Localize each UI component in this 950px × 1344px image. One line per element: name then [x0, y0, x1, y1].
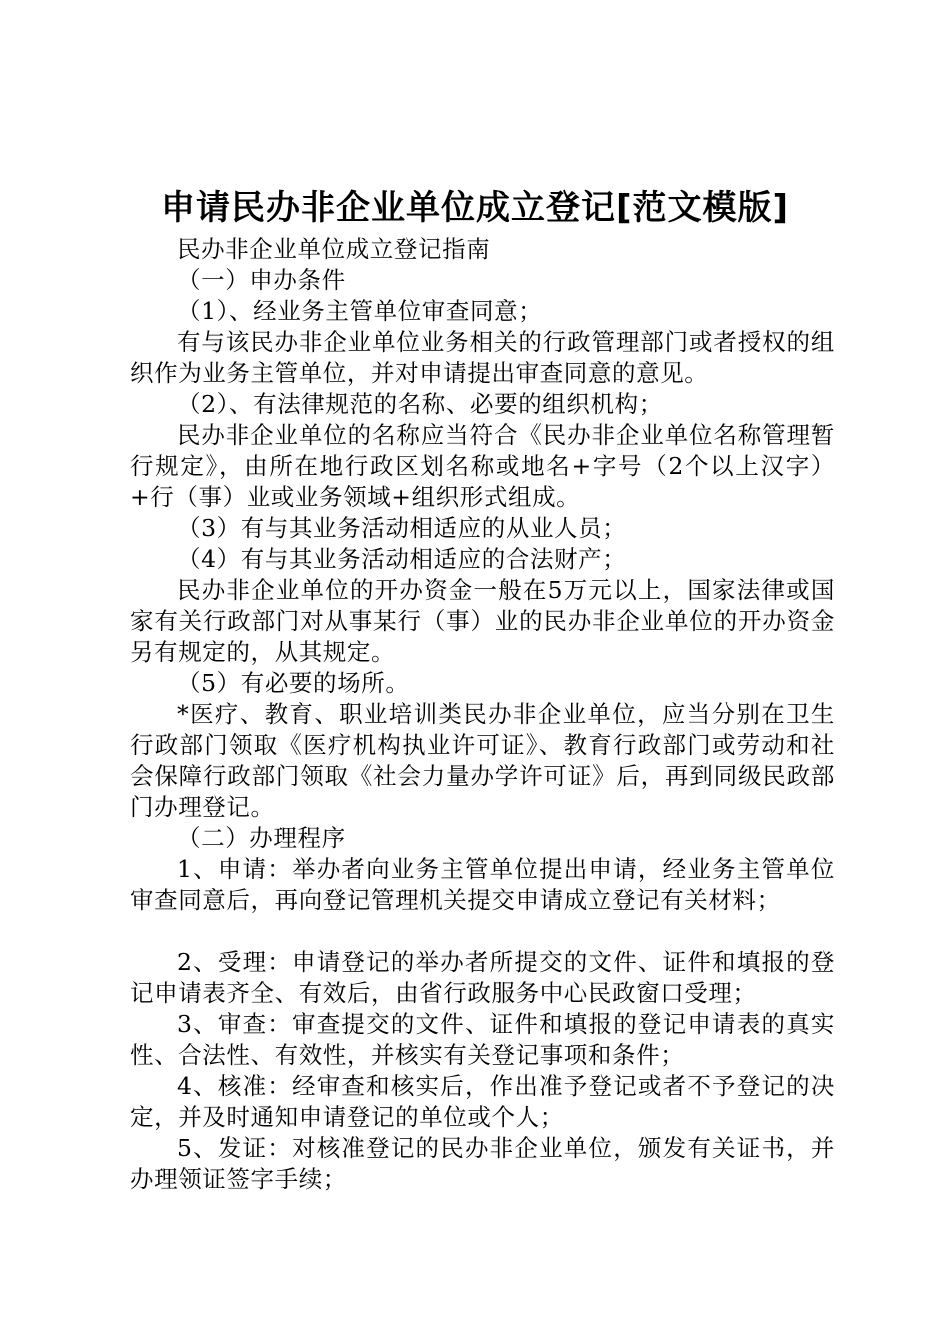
paragraph-section-conditions: （一）申办条件	[177, 266, 346, 294]
paragraph-condition-5: （5）有必要的场所。	[177, 669, 410, 697]
paragraph-condition-2: （2）、有法律规范的名称、必要的组织机构；	[177, 390, 663, 418]
paragraph-condition-1-detail: 有与该民办非企业单位业务相关的行政管理部门或者授权的组织作为业务主管单位，并对申请提出审查同意的意见。	[130, 328, 835, 387]
paragraph-guide-heading: 民办非企业单位成立登记指南	[177, 235, 491, 263]
paragraph-step-accept: 2、受理：申请登记的举办者所提交的文件、证件和填报的登记申请表齐全、有效后，由省行政服务中心民政窗口受理；	[130, 948, 835, 1007]
document-title: 申请民办非企业单位成立登记[范文模版]	[160, 188, 790, 228]
document-body	[130, 234, 835, 1195]
paragraph-step-apply: 1、申请：举办者向业务主管单位提出申请，经业务主管单位审查同意后，再向登记管理机关提交申请成立登记有关材料；	[130, 855, 835, 914]
paragraph-section-procedure: （二）办理程序	[177, 824, 346, 852]
paragraph-condition-1: （1）、经业务主管单位审查同意；	[177, 297, 543, 325]
paragraph-step-approve: 4、核准：经审查和核实后，作出准予登记或者不予登记的决定，并及时通知申请登记的单位或个人；	[130, 1072, 835, 1131]
paragraph-special-note: *医疗、教育、职业培训类民办非企业单位，应当分别在卫生行政部门领取《医疗机构执业许可证》、教育行政部门或劳动和社会保障行政部门领取《社会力量办学许可证》后，再到同级民政部门办理登记。	[130, 700, 835, 821]
paragraph-condition-2-detail: 民办非企业单位的名称应当符合《民办非企业单位名称管理暂行规定》，由所在地行政区划名称或地名+字号（2个以上汉字）+行（事）业或业务领域+组织形式组成。	[130, 421, 835, 511]
paragraph-condition-3: （3）有与其业务活动相适应的从业人员；	[177, 514, 627, 542]
paragraph-condition-4-detail: 民办非企业单位的开办资金一般在5万元以上，国家法律或国家有关行政部门对从事某行（事）业的民办非企业单位的开办资金另有规定的，从其规定。	[130, 576, 835, 666]
paragraph-step-review: 3、审查：审查提交的文件、证件和填报的登记申请表的真实性、合法性、有效性，并核实有关登记事项和条件；	[130, 1010, 835, 1069]
paragraph-condition-4: （4）有与其业务活动相适应的合法财产；	[177, 545, 627, 573]
paragraph-step-issue: 5、发证：对核准登记的民办非企业单位，颁发有关证书，并办理领证签字手续；	[130, 1134, 835, 1193]
